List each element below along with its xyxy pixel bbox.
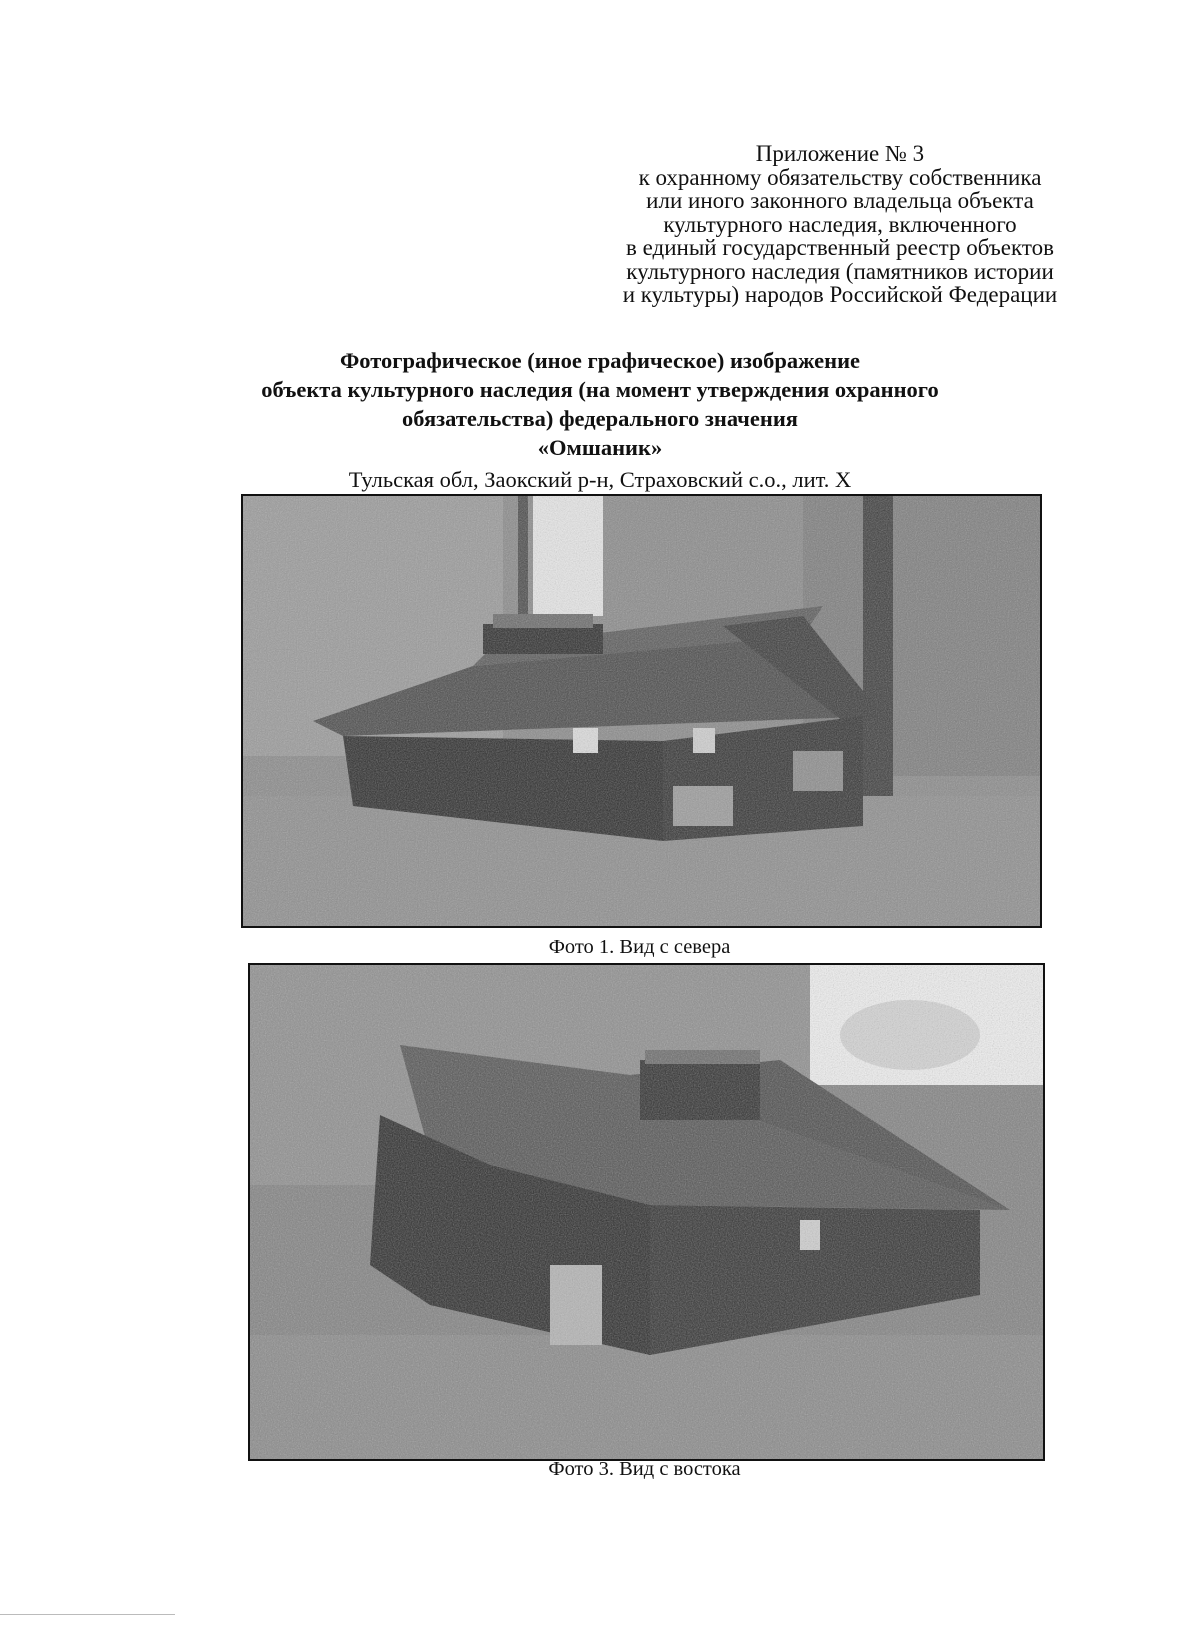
log-house-photo-1	[243, 496, 1040, 926]
appendix-line: в единый государственный реестр объектов	[626, 235, 1054, 260]
heading-line: обязательства) федерального значения	[402, 406, 798, 431]
log-house-photo-3	[250, 965, 1043, 1459]
photo-east-view	[248, 963, 1045, 1461]
heading-line: объекта культурного наследия (на момент утверждения охранного	[261, 377, 939, 402]
object-name: «Омшаник»	[537, 435, 663, 460]
appendix-line: культурного наследия (памятников истории	[626, 258, 1054, 284]
appendix-line: и культуры) народов Российской Федерации	[622, 282, 1058, 307]
photo-north-view	[241, 494, 1042, 928]
appendix-header	[560, 142, 1120, 307]
appendix-title: Приложение № 3	[755, 141, 925, 166]
photo-caption: Фото 1. Вид с севера	[548, 936, 731, 958]
heading-line: Фотографическое (иное графическое) изображение	[339, 348, 861, 373]
appendix-line: культурного наследия, включенного	[663, 211, 1017, 237]
object-address: Тульская обл, Заокский р-н, Страховский с.о., лит. Х	[348, 467, 852, 492]
photo-caption: Фото 3. Вид с востока	[548, 1458, 741, 1480]
appendix-line: или иного законного владельца объекта	[646, 188, 1034, 213]
appendix-line: к охранному обязательству собственника	[638, 164, 1042, 190]
document-heading	[140, 346, 1060, 462]
scan-edge-line	[0, 1614, 175, 1615]
